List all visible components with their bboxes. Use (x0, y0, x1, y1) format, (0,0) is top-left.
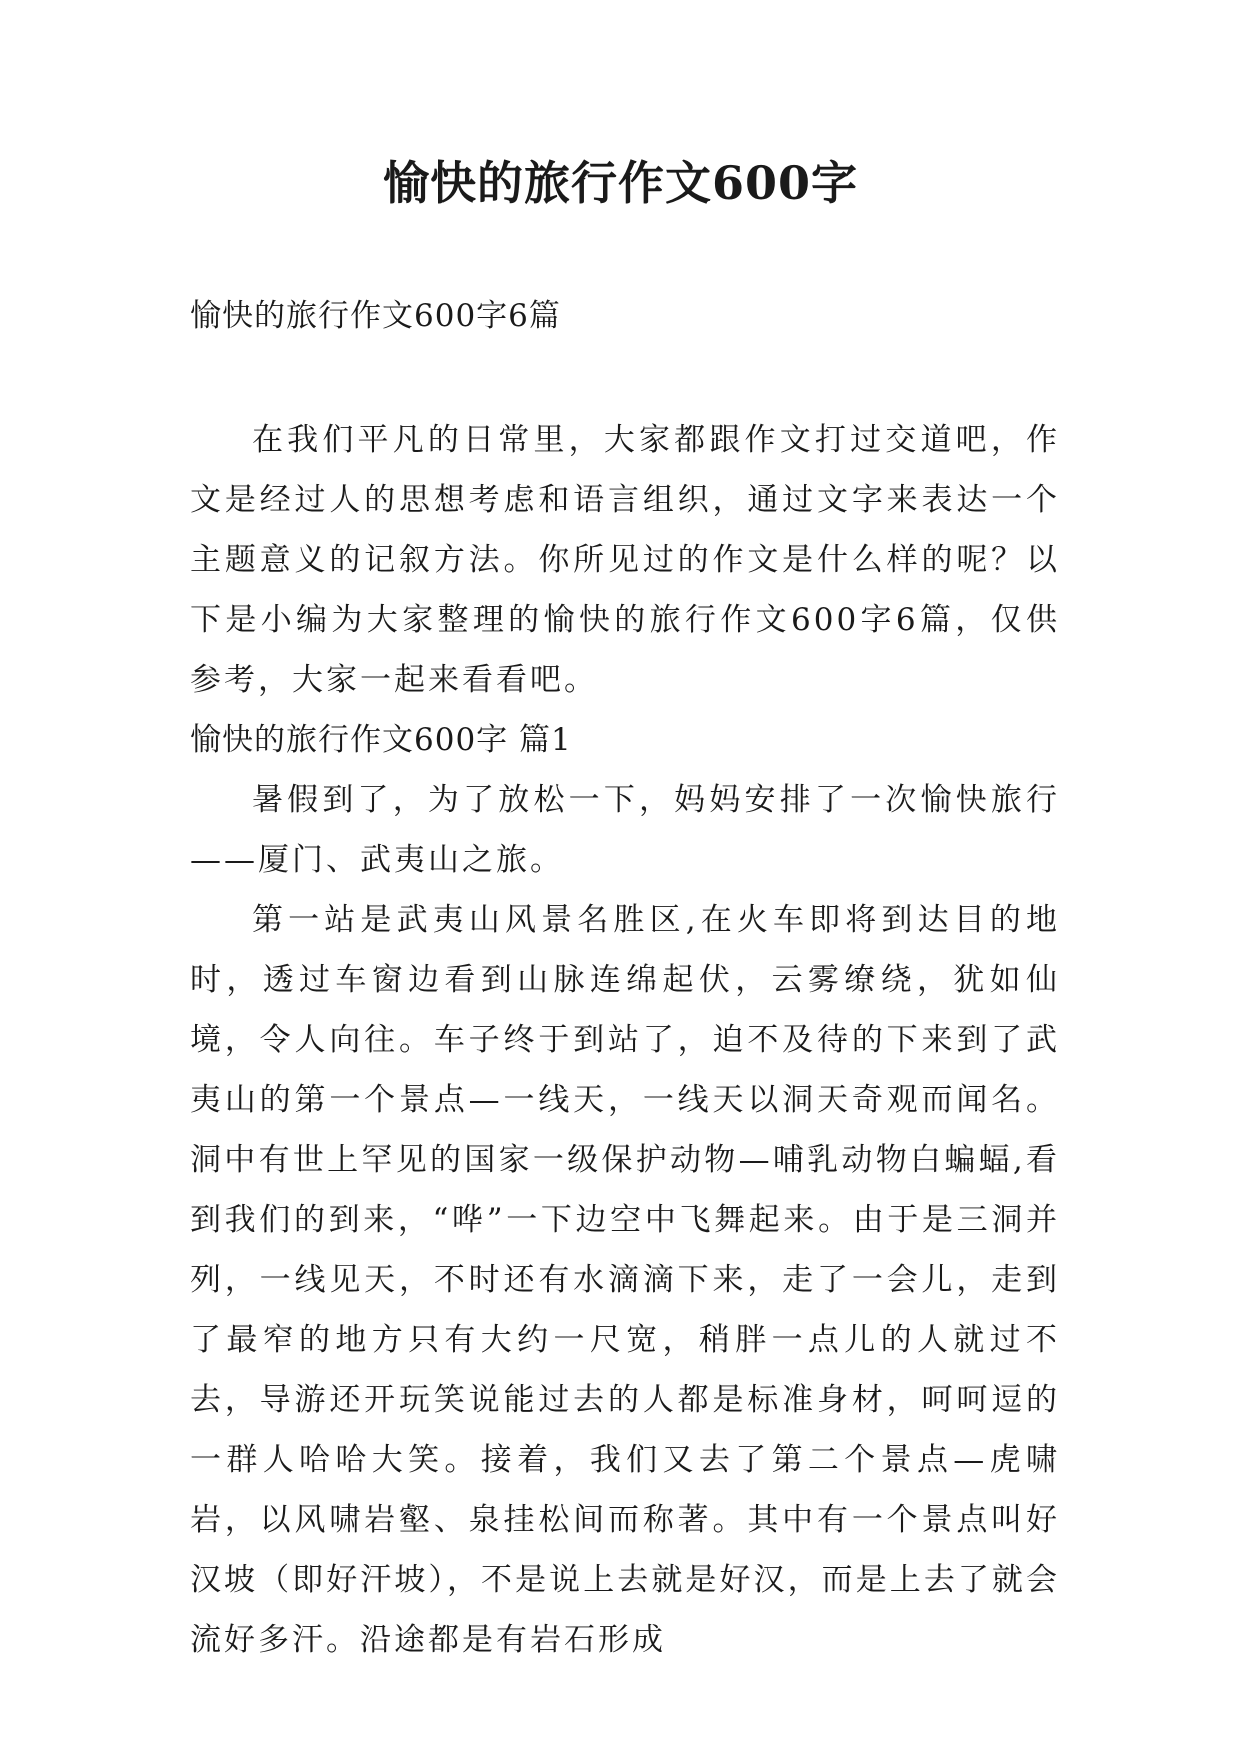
document-body (190, 286, 1060, 1670)
document-subtitle: 愉快的旅行作文600字6篇 (190, 298, 561, 334)
section-heading: 愉快的旅行作文600字 篇1 (190, 722, 572, 758)
intro-paragraph: 在我们平凡的日常里，大家都跟作文打过交道吧，作文是经过人的思想考虑和语言组织，通过文字来表达一个主题意义的记叙方法。你所见过的作文是什么样的呢？以下是小编为大家整理的愉快的旅行作文600字6篇，仅供参考，大家一起来看看吧。 (190, 422, 1060, 698)
body-paragraph: 第一站是武夷山风景名胜区,在火车即将到达目的地时，透过车窗边看到山脉连绵起伏，云雾缭绕，犹如仙境，令人向往。车子终于到站了，迫不及待的下来到了武夷山的第一个景点—一线天，一线天以洞天奇观而闻名。洞中有世上罕见的国家一级保护动物—哺乳动物白蝙蝠,看到我们的到来，“哗”一下边空中飞舞起来。由于是三洞并列，一线见天，不时还有水滴滴下来，走了一会儿，走到了最窄的地方只有大约一尺宽，稍胖一点儿的人就过不去，导游还开玩笑说能过去的人都是标准身材，呵呵逗的一群人哈哈大笑。接着，我们又去了第二个景点—虎啸岩，以风啸岩壑、泉挂松间而称著。其中有一个景点叫好汉坡（即好汗坡），不是说上去就是好汉，而是上去了就会流好多汗。沿途都是有岩石形成 (190, 902, 1060, 1658)
document-title: 愉快的旅行作文600字 (382, 156, 859, 210)
body-paragraph: 暑假到了，为了放松一下，妈妈安排了一次愉快旅行——厦门、武夷山之旅。 (190, 782, 1060, 878)
